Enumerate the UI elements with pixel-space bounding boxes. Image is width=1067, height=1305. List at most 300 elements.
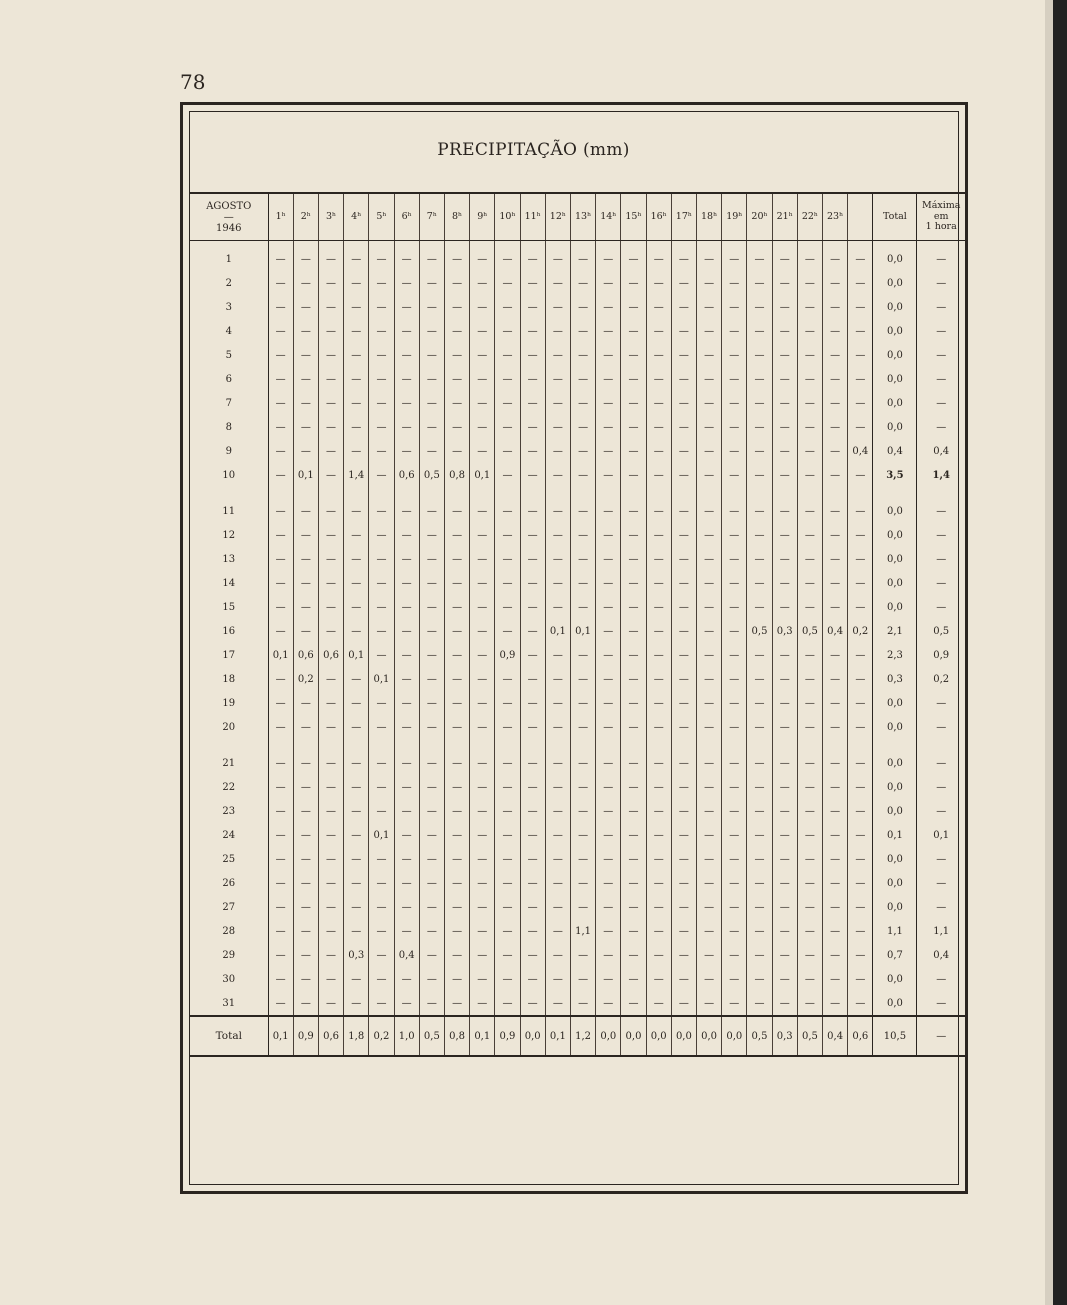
hour-value-cell: — — [419, 799, 444, 823]
hour-value-cell: — — [344, 343, 369, 367]
hour-value-cell: — — [419, 823, 444, 847]
hour-value-cell: — — [848, 547, 873, 571]
hour-header-17: 17ʰ — [671, 193, 696, 241]
hour-value-cell: — — [697, 319, 722, 343]
hour-value-cell: — — [747, 571, 772, 595]
hour-value-cell: — — [646, 439, 671, 463]
hour-value-cell: — — [722, 967, 747, 991]
hour-value-cell: — — [697, 391, 722, 415]
hour-value-cell: — — [268, 847, 293, 871]
hour-value-cell: — — [823, 295, 848, 319]
hour-header-12: 12ʰ — [545, 193, 570, 241]
hour-value-cell: — — [545, 715, 570, 739]
hour-value-cell: — — [444, 439, 469, 463]
hour-value-cell: — — [772, 667, 797, 691]
day-max-cell: — — [917, 523, 965, 547]
hour-value-cell: — — [419, 319, 444, 343]
hour-value-cell: — — [495, 487, 520, 523]
hour-value-cell: — — [444, 619, 469, 643]
hour-value-cell: — — [470, 241, 495, 272]
hour-value-cell: — — [848, 271, 873, 295]
hour-value-cell: — — [470, 319, 495, 343]
hour-value-cell: — — [671, 523, 696, 547]
hour-value-cell: — — [646, 991, 671, 1016]
hour-header-4: 4ʰ — [344, 193, 369, 241]
hour-value-cell: — — [823, 241, 848, 272]
page-title: PRECIPITAÇÃO (mm) — [437, 140, 630, 160]
hour-value-cell: — — [545, 991, 570, 1016]
hour-value-cell: 0,1 — [293, 463, 318, 487]
hour-value-cell: — — [848, 319, 873, 343]
hour-value-cell: — — [697, 241, 722, 272]
hour-value-cell: — — [293, 871, 318, 895]
hour-value-cell: — — [344, 871, 369, 895]
hour-value-cell: — — [772, 967, 797, 991]
max-header-line: 1 hora — [925, 221, 957, 233]
hour-value-cell: — — [419, 523, 444, 547]
hour-value-cell: — — [268, 943, 293, 967]
hour-value-cell: — — [470, 487, 495, 523]
hour-value-cell: — — [772, 271, 797, 295]
table-row — [190, 775, 965, 799]
hour-value-cell: — — [318, 739, 343, 775]
day-max-cell: — — [917, 319, 965, 343]
hour-value-cell: — — [772, 739, 797, 775]
hour-value-cell: — — [419, 295, 444, 319]
hour-value-cell: — — [570, 739, 595, 775]
hour-value-cell: — — [520, 715, 545, 739]
hour-value-cell: — — [596, 799, 621, 823]
hour-value-cell: — — [318, 991, 343, 1016]
hour-value-cell: — — [722, 991, 747, 1016]
hour-value-cell: — — [419, 871, 444, 895]
book-spine — [1053, 0, 1067, 1305]
hour-header-7: 7ʰ — [419, 193, 444, 241]
hour-value-cell: — — [470, 295, 495, 319]
hour-value-cell: 0,1 — [570, 619, 595, 643]
hour-value-cell: — — [646, 739, 671, 775]
hour-value-cell: — — [318, 295, 343, 319]
hour-total-cell: 0,9 — [293, 1016, 318, 1056]
hour-value-cell: — — [772, 319, 797, 343]
day-cell: 21 — [190, 739, 268, 775]
hour-value-cell: — — [671, 991, 696, 1016]
hour-value-cell: — — [646, 367, 671, 391]
hour-value-cell: — — [570, 667, 595, 691]
hour-value-cell: — — [293, 799, 318, 823]
hour-value-cell: — — [621, 439, 646, 463]
hour-value-cell: — — [495, 391, 520, 415]
table-row — [190, 667, 965, 691]
hour-value-cell: — — [671, 415, 696, 439]
hour-value-cell: — — [823, 739, 848, 775]
day-cell: 2 — [190, 271, 268, 295]
hour-value-cell: — — [722, 895, 747, 919]
hour-value-cell: — — [268, 343, 293, 367]
hour-value-cell: — — [268, 715, 293, 739]
hour-value-cell: — — [495, 367, 520, 391]
hour-value-cell: — — [495, 919, 520, 943]
hour-value-cell: — — [621, 799, 646, 823]
hour-value-cell: — — [344, 847, 369, 871]
hour-value-cell: — — [268, 895, 293, 919]
hour-value-cell: — — [570, 295, 595, 319]
hour-value-cell: — — [444, 739, 469, 775]
hour-value-cell: — — [772, 715, 797, 739]
hour-value-cell: — — [318, 871, 343, 895]
hour-value-cell: — — [545, 271, 570, 295]
day-total-cell: 0,7 — [873, 943, 917, 967]
day-total-cell: 0,0 — [873, 715, 917, 739]
hour-value-cell: — — [722, 367, 747, 391]
total-header: Total — [873, 193, 917, 241]
hour-value-cell: — — [470, 367, 495, 391]
hour-value-cell: — — [318, 241, 343, 272]
day-max-cell: — — [917, 367, 965, 391]
hour-value-cell: — — [570, 571, 595, 595]
hour-value-cell: — — [646, 547, 671, 571]
hour-value-cell: — — [444, 367, 469, 391]
hour-value-cell: — — [797, 319, 822, 343]
day-cell: 8 — [190, 415, 268, 439]
hour-value-cell: — — [444, 415, 469, 439]
hour-value-cell: — — [772, 487, 797, 523]
hour-value-cell: — — [369, 523, 394, 547]
day-max-cell: — — [917, 547, 965, 571]
hour-value-cell: — — [797, 991, 822, 1016]
table-row — [190, 463, 965, 487]
hour-value-cell: — — [495, 775, 520, 799]
hour-value-cell: — — [520, 871, 545, 895]
hour-value-cell: — — [419, 595, 444, 619]
table-row — [190, 847, 965, 871]
hour-value-cell: — — [394, 595, 419, 619]
hour-value-cell: — — [268, 241, 293, 272]
hour-value-cell: — — [747, 871, 772, 895]
hour-value-cell: — — [848, 919, 873, 943]
hour-value-cell: — — [722, 691, 747, 715]
day-cell: 9 — [190, 439, 268, 463]
hour-value-cell: — — [444, 847, 469, 871]
hour-value-cell: — — [848, 643, 873, 667]
hour-value-cell: — — [495, 571, 520, 595]
hour-value-cell: — — [293, 295, 318, 319]
hour-value-cell: — — [722, 241, 747, 272]
hour-value-cell: — — [747, 715, 772, 739]
hour-value-cell: — — [495, 967, 520, 991]
table-row — [190, 643, 965, 667]
hour-value-cell: — — [596, 295, 621, 319]
hour-value-cell: — — [747, 547, 772, 571]
hour-value-cell: — — [848, 463, 873, 487]
hour-value-cell: — — [671, 571, 696, 595]
hour-value-cell: — — [344, 487, 369, 523]
hour-value-cell: — — [621, 691, 646, 715]
hour-value-cell: — — [293, 343, 318, 367]
hour-value-cell: — — [545, 391, 570, 415]
hour-value-cell: — — [495, 871, 520, 895]
hour-value-cell: — — [268, 271, 293, 295]
hour-value-cell: — — [369, 547, 394, 571]
hour-value-cell: — — [596, 847, 621, 871]
hour-value-cell: — — [520, 547, 545, 571]
hour-value-cell: — — [596, 895, 621, 919]
hour-value-cell: — — [369, 619, 394, 643]
hour-value-cell: — — [419, 691, 444, 715]
hour-value-cell: — — [369, 943, 394, 967]
hour-value-cell: — — [495, 415, 520, 439]
hour-header-16: 16ʰ — [646, 193, 671, 241]
hour-value-cell: — — [520, 319, 545, 343]
hour-value-cell: — — [848, 799, 873, 823]
hour-value-cell: — — [722, 823, 747, 847]
hour-value-cell: — — [646, 643, 671, 667]
hour-value-cell: — — [369, 775, 394, 799]
hour-value-cell: — — [697, 487, 722, 523]
hour-value-cell: — — [797, 871, 822, 895]
hour-total-cell: 0,8 — [444, 1016, 469, 1056]
table-row — [190, 271, 965, 295]
hour-value-cell: — — [394, 715, 419, 739]
hour-value-cell: — — [495, 595, 520, 619]
hour-value-cell: — — [772, 823, 797, 847]
hour-value-cell: — — [671, 241, 696, 272]
hour-value-cell: — — [797, 487, 822, 523]
day-max-cell: — — [917, 799, 965, 823]
hour-value-cell: — — [545, 439, 570, 463]
hour-value-cell: — — [293, 487, 318, 523]
hour-value-cell: — — [570, 487, 595, 523]
hour-value-cell: — — [495, 823, 520, 847]
hour-value-cell: — — [671, 895, 696, 919]
hour-value-cell: 0,9 — [495, 643, 520, 667]
hour-value-cell: — — [646, 667, 671, 691]
hour-value-cell: — — [621, 823, 646, 847]
hour-value-cell: — — [671, 595, 696, 619]
hour-value-cell: — — [797, 739, 822, 775]
hour-value-cell: — — [848, 823, 873, 847]
day-max-cell: 0,2 — [917, 667, 965, 691]
hour-value-cell: — — [293, 715, 318, 739]
hour-value-cell: — — [722, 643, 747, 667]
hour-header-14: 14ʰ — [596, 193, 621, 241]
hour-value-cell: — — [823, 319, 848, 343]
hour-value-cell: — — [772, 847, 797, 871]
day-total-cell: 0,0 — [873, 391, 917, 415]
hour-value-cell: — — [697, 643, 722, 667]
hour-value-cell: — — [268, 919, 293, 943]
hour-value-cell: — — [596, 691, 621, 715]
hour-value-cell: — — [797, 439, 822, 463]
hour-value-cell: — — [470, 547, 495, 571]
day-cell: 12 — [190, 523, 268, 547]
hour-value-cell: — — [646, 241, 671, 272]
hour-value-cell: — — [797, 643, 822, 667]
hour-value-cell: — — [520, 367, 545, 391]
hour-value-cell: — — [621, 595, 646, 619]
hour-value-cell: — — [444, 547, 469, 571]
hour-value-cell: — — [419, 571, 444, 595]
hour-value-cell: — — [823, 643, 848, 667]
hour-value-cell: — — [293, 619, 318, 643]
hour-value-cell: — — [570, 343, 595, 367]
hour-value-cell: 0,5 — [797, 619, 822, 643]
hour-value-cell: 0,4 — [823, 619, 848, 643]
hour-value-cell: — — [268, 619, 293, 643]
hour-value-cell: — — [394, 487, 419, 523]
hour-value-cell: — — [747, 439, 772, 463]
day-max-cell: 0,4 — [917, 943, 965, 967]
day-max-cell: — — [917, 391, 965, 415]
day-max-cell: — — [917, 739, 965, 775]
hour-value-cell: — — [621, 463, 646, 487]
hour-value-cell: — — [646, 691, 671, 715]
hour-value-cell: — — [848, 415, 873, 439]
table-row — [190, 523, 965, 547]
hour-value-cell: — — [318, 463, 343, 487]
hour-value-cell: — — [268, 823, 293, 847]
hour-value-cell: — — [722, 667, 747, 691]
hour-value-cell: — — [797, 463, 822, 487]
hour-value-cell: — — [671, 739, 696, 775]
hour-value-cell: — — [722, 463, 747, 487]
hour-value-cell: — — [722, 415, 747, 439]
hour-value-cell: — — [772, 343, 797, 367]
hour-value-cell: — — [470, 595, 495, 619]
hour-value-cell: — — [646, 343, 671, 367]
hour-value-cell: — — [697, 463, 722, 487]
day-max-cell: — — [917, 991, 965, 1016]
hour-value-cell: — — [671, 643, 696, 667]
hour-value-cell: — — [470, 847, 495, 871]
hour-value-cell: — — [797, 715, 822, 739]
day-max-cell: — — [917, 847, 965, 871]
day-cell: 13 — [190, 547, 268, 571]
hour-value-cell: — — [394, 823, 419, 847]
hour-value-cell: — — [722, 871, 747, 895]
hour-value-cell: — — [823, 271, 848, 295]
hour-value-cell: — — [646, 595, 671, 619]
hour-value-cell: — — [419, 667, 444, 691]
day-total-cell: 3,5 — [873, 463, 917, 487]
hour-value-cell: — — [747, 667, 772, 691]
hour-value-cell: — — [369, 871, 394, 895]
hour-value-cell: — — [747, 847, 772, 871]
hour-value-cell: — — [520, 823, 545, 847]
hour-value-cell: — — [545, 823, 570, 847]
hour-value-cell: — — [722, 271, 747, 295]
hour-value-cell: — — [596, 487, 621, 523]
day-max-cell: — — [917, 595, 965, 619]
hour-value-cell: — — [570, 241, 595, 272]
hour-value-cell: — — [293, 895, 318, 919]
hour-total-cell: 0,0 — [671, 1016, 696, 1056]
hour-value-cell: — — [747, 391, 772, 415]
hour-value-cell: — — [596, 919, 621, 943]
hour-value-cell: — — [344, 895, 369, 919]
hour-value-cell: — — [848, 295, 873, 319]
hour-value-cell: — — [268, 967, 293, 991]
hour-value-cell: — — [369, 919, 394, 943]
hour-total-cell: 0,1 — [268, 1016, 293, 1056]
hour-value-cell: — — [671, 295, 696, 319]
hour-value-cell: — — [570, 847, 595, 871]
day-total-cell: 2,1 — [873, 619, 917, 643]
day-max-cell: 1,1 — [917, 919, 965, 943]
hour-value-cell: — — [394, 871, 419, 895]
hour-value-cell: — — [621, 739, 646, 775]
hour-header-20: 20ʰ — [747, 193, 772, 241]
hour-value-cell: — — [520, 439, 545, 463]
hour-value-cell: — — [747, 775, 772, 799]
hour-value-cell: — — [369, 367, 394, 391]
hour-value-cell: — — [444, 991, 469, 1016]
day-total-cell: 0,0 — [873, 523, 917, 547]
hour-value-cell: — — [570, 871, 595, 895]
hour-value-cell: — — [293, 241, 318, 272]
hour-value-cell: — — [470, 991, 495, 1016]
hour-value-cell: — — [344, 571, 369, 595]
day-max-cell: 1,4 — [917, 463, 965, 487]
day-max-cell: 0,9 — [917, 643, 965, 667]
hour-value-cell: — — [797, 241, 822, 272]
hour-value-cell: — — [470, 799, 495, 823]
hour-value-cell: — — [697, 823, 722, 847]
hour-value-cell: — — [621, 847, 646, 871]
hour-value-cell: — — [344, 595, 369, 619]
hour-value-cell: — — [520, 895, 545, 919]
hour-value-cell: — — [797, 367, 822, 391]
hour-value-cell: — — [470, 823, 495, 847]
day-max-cell: 0,5 — [917, 619, 965, 643]
day-total-cell: 0,0 — [873, 967, 917, 991]
hour-value-cell: — — [344, 439, 369, 463]
hour-value-cell: — — [495, 241, 520, 272]
hour-value-cell: — — [772, 523, 797, 547]
hour-value-cell: — — [394, 643, 419, 667]
day-total-cell: 0,0 — [873, 775, 917, 799]
hour-value-cell: — — [344, 823, 369, 847]
hour-value-cell: — — [570, 775, 595, 799]
hour-value-cell: — — [621, 871, 646, 895]
hour-value-cell: — — [722, 571, 747, 595]
hour-value-cell: — — [444, 871, 469, 895]
hour-header-18: 18ʰ — [697, 193, 722, 241]
day-max-cell: — — [917, 571, 965, 595]
table-row — [190, 367, 965, 391]
hour-value-cell: — — [369, 571, 394, 595]
hour-value-cell: — — [596, 343, 621, 367]
hour-value-cell: — — [545, 463, 570, 487]
hour-value-cell: — — [697, 799, 722, 823]
day-max-cell: — — [917, 871, 965, 895]
hour-value-cell: — — [470, 571, 495, 595]
hour-value-cell: — — [671, 871, 696, 895]
page-number: 78 — [180, 70, 206, 94]
hour-value-cell: — — [848, 739, 873, 775]
hour-value-cell: — — [722, 847, 747, 871]
hour-value-cell: — — [747, 271, 772, 295]
month-header — [190, 193, 268, 241]
hour-value-cell: — — [722, 391, 747, 415]
hour-value-cell: — — [823, 523, 848, 547]
hour-value-cell: — — [344, 547, 369, 571]
hour-value-cell: 0,3 — [344, 943, 369, 967]
hour-value-cell: — — [318, 547, 343, 571]
hour-value-cell: — — [772, 799, 797, 823]
hour-value-cell: — — [823, 871, 848, 895]
day-cell: 26 — [190, 871, 268, 895]
